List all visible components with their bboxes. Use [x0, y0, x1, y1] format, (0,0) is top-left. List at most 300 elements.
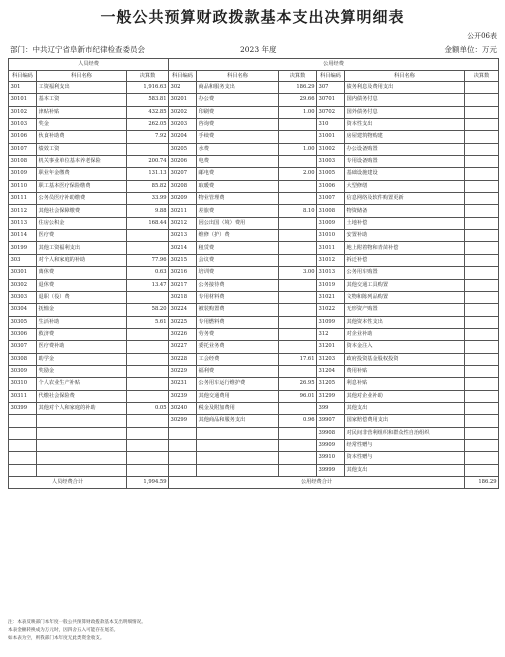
item-name: 其他对个人和家庭的补助: [37, 402, 127, 414]
item-name: 绩效工资: [37, 143, 127, 155]
item-code: 31006: [317, 180, 345, 192]
item-amount: [465, 279, 499, 291]
item-amount: [279, 316, 317, 328]
item-name: 无形资产购置: [345, 304, 465, 316]
table-row: [9, 452, 499, 464]
item-amount: 29.66: [279, 94, 317, 106]
item-code: 30106: [9, 131, 37, 143]
col-code: 科目编码: [317, 71, 345, 82]
item-name: 退职（役）费: [37, 291, 127, 303]
item-name: 差旅费: [197, 205, 279, 217]
item-name: 安置补助: [345, 230, 465, 242]
col-code: 科目编码: [9, 71, 37, 82]
item-code: 30202: [169, 106, 197, 118]
item-amount: [279, 427, 317, 439]
item-code: 31022: [317, 304, 345, 316]
col-name: 科目名称: [197, 71, 279, 82]
item-amount: [127, 365, 169, 377]
item-name: 债务利息及费用支出: [345, 82, 465, 94]
item-amount: 1.00: [279, 143, 317, 155]
item-amount: [279, 193, 317, 205]
item-code: 30225: [169, 316, 197, 328]
group-public: 公用经费: [169, 59, 499, 71]
table-row: [9, 353, 499, 365]
item-name: 职工基本医疗保险缴费: [37, 180, 127, 192]
item-name: 工资福利支出: [37, 82, 127, 94]
item-code: 30214: [169, 242, 197, 254]
item-name: 住房公积金: [37, 217, 127, 229]
item-amount: 9.88: [127, 205, 169, 217]
item-code: 31005: [317, 168, 345, 180]
item-amount: [465, 168, 499, 180]
item-name: 因公出国（境）费用: [197, 217, 279, 229]
item-amount: 7.92: [127, 131, 169, 143]
table-row: [9, 415, 499, 427]
item-code: 30239: [169, 390, 197, 402]
item-name: 文物和陈列品购置: [345, 291, 465, 303]
item-name: 国内债务付息: [345, 94, 465, 106]
item-code: 30701: [317, 94, 345, 106]
item-code: 30199: [9, 242, 37, 254]
item-name: 手续费: [197, 131, 279, 143]
item-name: 印刷费: [197, 106, 279, 118]
group-personnel: 人员经费: [9, 59, 169, 71]
item-name: 劳务费: [197, 328, 279, 340]
item-name: 被装购置费: [197, 304, 279, 316]
item-code: 31019: [317, 279, 345, 291]
item-code: 30103: [9, 119, 37, 131]
item-code: 30101: [9, 94, 37, 106]
item-amount: [279, 402, 317, 414]
item-amount: 58.20: [127, 304, 169, 316]
item-code: 30302: [9, 279, 37, 291]
item-amount: 583.81: [127, 94, 169, 106]
footnote: 本表金额转换成为万元时，因四舍五入可能存在尾差。: [8, 628, 119, 633]
item-code: [9, 464, 37, 476]
item-code: 30212: [169, 217, 197, 229]
table-row: [9, 341, 499, 353]
item-code: 39910: [317, 452, 345, 464]
item-name: 其他交通工具购置: [345, 279, 465, 291]
item-amount: [127, 291, 169, 303]
item-code: 30206: [169, 156, 197, 168]
item-code: 30702: [317, 106, 345, 118]
item-amount: [465, 82, 499, 94]
item-code: 30211: [169, 205, 197, 217]
item-amount: [127, 328, 169, 340]
item-name: [37, 452, 127, 464]
item-amount: 17.61: [279, 353, 317, 365]
item-name: 基本工资: [37, 94, 127, 106]
column-header-row: [9, 71, 499, 82]
item-code: 30309: [9, 365, 37, 377]
item-code: 31007: [317, 193, 345, 205]
item-amount: [465, 353, 499, 365]
item-name: 费用补贴: [345, 365, 465, 377]
item-amount: 0.96: [279, 415, 317, 427]
item-name: 培训费: [197, 267, 279, 279]
department-name: 部门：中共辽宁省阜新市纪律检查委员会: [10, 45, 145, 54]
item-code: 31021: [317, 291, 345, 303]
item-amount: [465, 415, 499, 427]
item-amount: [465, 365, 499, 377]
item-name: 资本性支出: [345, 119, 465, 131]
item-code: 31099: [317, 316, 345, 328]
item-code: [169, 452, 197, 464]
item-amount: [465, 156, 499, 168]
table-row: [9, 119, 499, 131]
item-code: 30216: [169, 267, 197, 279]
item-amount: 0.63: [127, 267, 169, 279]
table-row: [9, 402, 499, 414]
item-name: 资本性赠与: [345, 452, 465, 464]
item-name: 离休费: [37, 267, 127, 279]
item-code: 30229: [169, 365, 197, 377]
item-amount: [279, 304, 317, 316]
item-amount: 1,916.63: [127, 82, 169, 94]
table-row: [9, 328, 499, 340]
item-amount: [279, 464, 317, 476]
item-name: 物资储备: [345, 205, 465, 217]
item-code: 30228: [169, 353, 197, 365]
item-code: 30231: [169, 378, 197, 390]
item-code: 30299: [169, 415, 197, 427]
item-amount: [279, 341, 317, 353]
item-amount: 8.10: [279, 205, 317, 217]
item-name: 其他社会保障缴费: [37, 205, 127, 217]
table-row: [9, 230, 499, 242]
col-name: 科目名称: [37, 71, 127, 82]
item-code: 30209: [169, 193, 197, 205]
item-name: 伙食补助费: [37, 131, 127, 143]
item-name: 公务员医疗补助缴费: [37, 193, 127, 205]
item-name: 邮电费: [197, 168, 279, 180]
item-name: 对民间非营利组织和群众性自治组织: [345, 427, 465, 439]
item-name: 信息网络及软件购置更新: [345, 193, 465, 205]
item-amount: [465, 205, 499, 217]
item-code: 39909: [317, 439, 345, 451]
item-amount: [465, 230, 499, 242]
item-code: 31012: [317, 254, 345, 266]
item-amount: [279, 156, 317, 168]
item-amount: [465, 464, 499, 476]
item-amount: 96.01: [279, 390, 317, 402]
item-code: 31008: [317, 205, 345, 217]
item-code: 31205: [317, 378, 345, 390]
item-amount: [465, 328, 499, 340]
item-name: 专用燃料费: [197, 316, 279, 328]
item-amount: [465, 439, 499, 451]
item-name: 其他资本性支出: [345, 316, 465, 328]
item-amount: [465, 143, 499, 155]
item-amount: [127, 230, 169, 242]
col-code: 科目编码: [169, 71, 197, 82]
item-name: 拆迁补偿: [345, 254, 465, 266]
item-code: 30307: [9, 341, 37, 353]
item-code: 30107: [9, 143, 37, 155]
item-amount: [465, 180, 499, 192]
item-name: 资本金注入: [345, 341, 465, 353]
item-name: 机关事业单位基本养老保险: [37, 156, 127, 168]
item-name: 其他对企业补助: [345, 390, 465, 402]
table-row: [9, 254, 499, 266]
item-amount: 131.13: [127, 168, 169, 180]
item-name: 公务用车运行维护费: [197, 378, 279, 390]
item-code: 307: [317, 82, 345, 94]
item-name: 专用设备购置: [345, 156, 465, 168]
item-code: 310: [317, 119, 345, 131]
item-code: 30201: [169, 94, 197, 106]
table-row: [9, 439, 499, 451]
item-amount: [279, 439, 317, 451]
item-code: [169, 427, 197, 439]
table-row: [9, 143, 499, 155]
table-row: [9, 427, 499, 439]
item-amount: [127, 378, 169, 390]
table-row: [9, 304, 499, 316]
item-name: 其他交通费用: [197, 390, 279, 402]
item-name: 福利费: [197, 365, 279, 377]
item-name: 专用材料费: [197, 291, 279, 303]
item-name: 办公费: [197, 94, 279, 106]
table-row: [9, 242, 499, 254]
item-name: 经常性赠与: [345, 439, 465, 451]
item-amount: 13.47: [127, 279, 169, 291]
item-amount: [465, 390, 499, 402]
item-name: 奖金: [37, 119, 127, 131]
item-code: 30112: [9, 205, 37, 217]
item-name: 其他商品和服务支出: [197, 415, 279, 427]
item-code: 30208: [169, 180, 197, 192]
item-amount: [465, 427, 499, 439]
public-total-value: 186.29: [465, 477, 499, 489]
footnotes: [8, 619, 146, 643]
item-amount: [279, 131, 317, 143]
item-code: 30227: [169, 341, 197, 353]
item-amount: [465, 254, 499, 266]
item-amount: [465, 378, 499, 390]
item-amount: [465, 106, 499, 118]
table-row: [9, 390, 499, 402]
item-name: 会议费: [197, 254, 279, 266]
item-code: 30218: [169, 291, 197, 303]
item-code: 30113: [9, 217, 37, 229]
item-code: 301: [9, 82, 37, 94]
table-row: [9, 131, 499, 143]
table-row: [9, 291, 499, 303]
item-amount: 85.82: [127, 180, 169, 192]
col-amount: 决算数: [127, 71, 169, 82]
item-name: 抚恤金: [37, 304, 127, 316]
item-code: 30108: [9, 156, 37, 168]
col-amount: 决算数: [279, 71, 317, 82]
item-code: 31201: [317, 341, 345, 353]
item-amount: 2.00: [279, 168, 317, 180]
report-year: 2023 年度: [240, 45, 277, 54]
item-code: 30240: [169, 402, 197, 414]
table-row: [9, 316, 499, 328]
public-total-label: 公用经费合计: [169, 477, 465, 489]
item-amount: [279, 180, 317, 192]
table-row: [9, 267, 499, 279]
item-amount: [127, 464, 169, 476]
table-row: [9, 94, 499, 106]
item-name: [197, 427, 279, 439]
item-code: 30226: [169, 328, 197, 340]
item-amount: [127, 390, 169, 402]
item-name: [37, 427, 127, 439]
item-amount: 1.00: [279, 106, 317, 118]
table-row: [9, 180, 499, 192]
item-name: 政府投资基金股权投资: [345, 353, 465, 365]
item-code: 30114: [9, 230, 37, 242]
item-code: 30399: [9, 402, 37, 414]
item-name: 土地补偿: [345, 217, 465, 229]
item-amount: [279, 452, 317, 464]
item-amount: [279, 291, 317, 303]
item-code: 302: [169, 82, 197, 94]
item-name: 奖励金: [37, 365, 127, 377]
table-row: [9, 279, 499, 291]
item-code: 30111: [9, 193, 37, 205]
item-name: 地上附着物和青苗补偿: [345, 242, 465, 254]
item-amount: [465, 242, 499, 254]
personnel-total-value: 1,994.59: [127, 477, 169, 489]
item-amount: [127, 452, 169, 464]
item-name: 国外债务付息: [345, 106, 465, 118]
item-name: 大型修缮: [345, 180, 465, 192]
totals-row: [9, 477, 499, 489]
item-amount: [465, 217, 499, 229]
item-amount: [127, 242, 169, 254]
item-code: 30213: [169, 230, 197, 242]
expenditure-table: [8, 58, 499, 489]
item-name: 其他工资福利支出: [37, 242, 127, 254]
footnote: 注：本表反映部门本年度一般公共预算财政拨款基本支出明细情况。: [8, 620, 146, 625]
item-name: 对个人和家庭的补助: [37, 254, 127, 266]
item-amount: [465, 131, 499, 143]
item-name: 基础设施建设: [345, 168, 465, 180]
table-row: [9, 464, 499, 476]
item-code: 30205: [169, 143, 197, 155]
item-code: 31009: [317, 217, 345, 229]
item-code: [169, 464, 197, 476]
table-row: [9, 168, 499, 180]
item-code: 30203: [169, 119, 197, 131]
item-amount: [465, 119, 499, 131]
form-code: 公开06表: [467, 32, 497, 40]
item-amount: [127, 353, 169, 365]
item-code: 31204: [317, 365, 345, 377]
table-row: [9, 106, 499, 118]
item-code: 30305: [9, 316, 37, 328]
item-amount: [127, 341, 169, 353]
item-name: 对企业补助: [345, 328, 465, 340]
item-name: [37, 439, 127, 451]
item-name: 医疗费补助: [37, 341, 127, 353]
item-code: 30310: [9, 378, 37, 390]
item-amount: [465, 452, 499, 464]
item-name: 利息补贴: [345, 378, 465, 390]
item-amount: [465, 291, 499, 303]
item-amount: 5.61: [127, 316, 169, 328]
item-amount: [127, 415, 169, 427]
amount-unit: 金额单位：万元: [444, 45, 497, 54]
table-row: [9, 378, 499, 390]
item-code: [9, 439, 37, 451]
item-name: 委托业务费: [197, 341, 279, 353]
item-amount: [279, 217, 317, 229]
item-name: 取暖费: [197, 180, 279, 192]
item-name: 其他支出: [345, 464, 465, 476]
item-amount: [279, 230, 317, 242]
item-amount: [465, 402, 499, 414]
item-name: [197, 452, 279, 464]
item-code: 30306: [9, 328, 37, 340]
item-amount: [279, 328, 317, 340]
item-code: 31003: [317, 156, 345, 168]
item-amount: [127, 439, 169, 451]
item-code: 31002: [317, 143, 345, 155]
item-name: 职业年金缴费: [37, 168, 127, 180]
item-name: 生活补助: [37, 316, 127, 328]
item-code: 30308: [9, 353, 37, 365]
item-amount: 200.74: [127, 156, 169, 168]
item-code: 39999: [317, 464, 345, 476]
item-code: [9, 452, 37, 464]
item-amount: [465, 341, 499, 353]
item-code: 30304: [9, 304, 37, 316]
item-code: 39908: [317, 427, 345, 439]
item-code: 31001: [317, 131, 345, 143]
report-title: 一般公共预算财政拨款基本支出决算明细表: [100, 8, 405, 26]
table-row: [9, 193, 499, 205]
item-amount: [465, 267, 499, 279]
item-amount: 26.95: [279, 378, 317, 390]
item-code: 30301: [9, 267, 37, 279]
item-amount: [465, 94, 499, 106]
item-amount: 432.85: [127, 106, 169, 118]
item-name: 维修（护）费: [197, 230, 279, 242]
table-row: [9, 365, 499, 377]
item-name: 公务接待费: [197, 279, 279, 291]
table-row: [9, 205, 499, 217]
item-code: [9, 415, 37, 427]
item-code: 31013: [317, 267, 345, 279]
item-code: 30224: [169, 304, 197, 316]
item-amount: 262.05: [127, 119, 169, 131]
item-amount: 3.00: [279, 267, 317, 279]
item-amount: 186.29: [279, 82, 317, 94]
item-amount: [279, 119, 317, 131]
item-name: 物业管理费: [197, 193, 279, 205]
item-name: [197, 439, 279, 451]
item-name: 退休费: [37, 279, 127, 291]
item-name: 咨询费: [197, 119, 279, 131]
item-code: 30204: [169, 131, 197, 143]
item-name: 办公设备购置: [345, 143, 465, 155]
item-amount: [279, 365, 317, 377]
item-name: [37, 415, 127, 427]
item-amount: [465, 193, 499, 205]
item-name: 医疗费: [37, 230, 127, 242]
item-code: 30207: [169, 168, 197, 180]
group-header-row: [9, 59, 499, 71]
item-name: 房屋建筑物购建: [345, 131, 465, 143]
item-name: 津贴补贴: [37, 106, 127, 118]
item-amount: [279, 254, 317, 266]
item-amount: [279, 279, 317, 291]
